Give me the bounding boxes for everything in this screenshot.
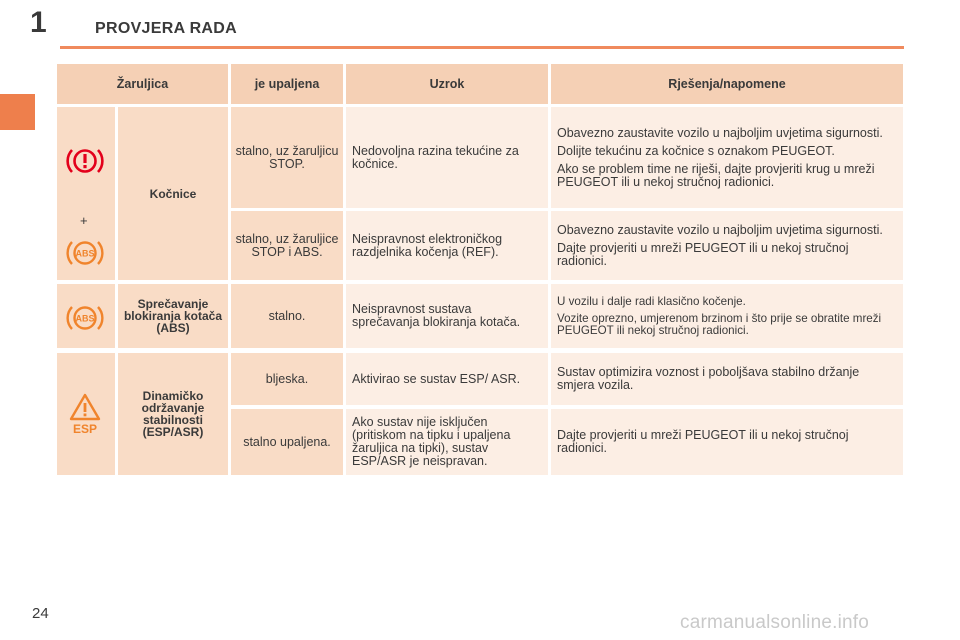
chapter-side-tab (0, 94, 35, 130)
esp-solutions-1 (551, 353, 903, 405)
chapter-number: 1 (30, 6, 47, 39)
brakes-cause-1 (346, 107, 548, 208)
brakes-state-2: stalno, uz žaruljice STOP i ABS. (231, 211, 343, 280)
esp-state-1: bljeska. (231, 353, 343, 405)
esp-solutions-2 (551, 409, 903, 475)
solution-text: Dolijte tekućinu za kočnice s oznakom PEUGEOT. (557, 143, 835, 158)
brakes-state-1: stalno, uz žaruljicu STOP. (231, 107, 343, 208)
brakes-cause-2 (346, 211, 548, 280)
brakes-cause-1-text: Nedovoljna razina tekućine za kočnice. (352, 143, 519, 171)
brakes-label: Kočnice (118, 107, 228, 280)
abs-icon (66, 237, 104, 274)
column-header-cause: Uzrok (346, 64, 548, 104)
column-header-state: je upaljena (231, 64, 343, 104)
esp-cause-1 (346, 353, 548, 405)
brakes-cause-2-text: Neispravnost elektroničkog razdjelnika kočenja (REF). (352, 231, 503, 259)
solution-text: Obavezno zaustavite vozilo u najboljim uvjetima sigurnosti. (557, 125, 883, 140)
solution-text: Dajte provjeriti u mreži PEUGEOT ili u nekoj stručnoj radionici. (557, 240, 849, 268)
esp-label: Dinamičko održavanje stabilnosti (ESP/ASR) (118, 353, 228, 475)
esp-state-2: stalno upaljena. (231, 409, 343, 475)
column-header-solutions: Rješenja/napomene (551, 64, 903, 104)
abs-cause-text: Neispravnost sustava sprečavanja blokiranja kotača. (352, 302, 521, 329)
watermark: carmanualsonline.info (680, 612, 870, 633)
plus-sign: + (80, 213, 88, 228)
esp-cause-1-text: Aktivirao se sustav ESP/ ASR. (352, 371, 521, 386)
esp-warning-icon (68, 393, 102, 440)
abs-icon (66, 302, 104, 339)
brake-warning-icon (66, 145, 104, 182)
page-number: 24 (32, 605, 49, 622)
column-header-lamp: Žaruljica (57, 64, 228, 104)
solution-text: Vozite oprezno, umjerenom brzinom i što prije se obratite mreži PEUGEOT ili nekoj stručnoj radionici. (557, 311, 882, 337)
header-rule (60, 46, 904, 49)
solution-text: U vozilu i dalje radi klasično kočenje. (557, 294, 746, 308)
solution-text: Sustav optimizira voznost i poboljšava stabilno držanje smjera vozila. (557, 365, 860, 392)
solution-text: Dajte provjeriti u mreži PEUGEOT ili u nekoj stručnoj radionici. (557, 428, 849, 455)
abs-state: stalno. (231, 284, 343, 348)
esp-cause-2-text: Ako sustav nije isključen (pritiskom na tipku i upaljena žaruljica na tipki), sustav ESP/ASR je neispravan. (352, 415, 511, 468)
svg-text:ABS: ABS (75, 248, 95, 259)
brakes-solutions-2 (551, 211, 903, 280)
solution-text: Obavezno zaustavite vozilo u najboljim uvjetima sigurnosti. (557, 222, 883, 237)
abs-solutions (551, 284, 903, 348)
solution-text: Ako se problem time ne riješi, dajte provjeriti krug u mreži PEUGEOT ili u nekoj stručnoj radionici. (557, 161, 875, 189)
abs-label: Sprečavanje blokiranja kotača (ABS) (118, 284, 228, 348)
svg-text:ABS: ABS (75, 313, 95, 324)
esp-cause-2 (346, 409, 548, 475)
chapter-title: PROVJERA RADA (95, 20, 237, 37)
abs-cause (346, 284, 548, 348)
esp-icon-label: ESP (72, 422, 98, 435)
brakes-solutions-1 (551, 107, 903, 208)
